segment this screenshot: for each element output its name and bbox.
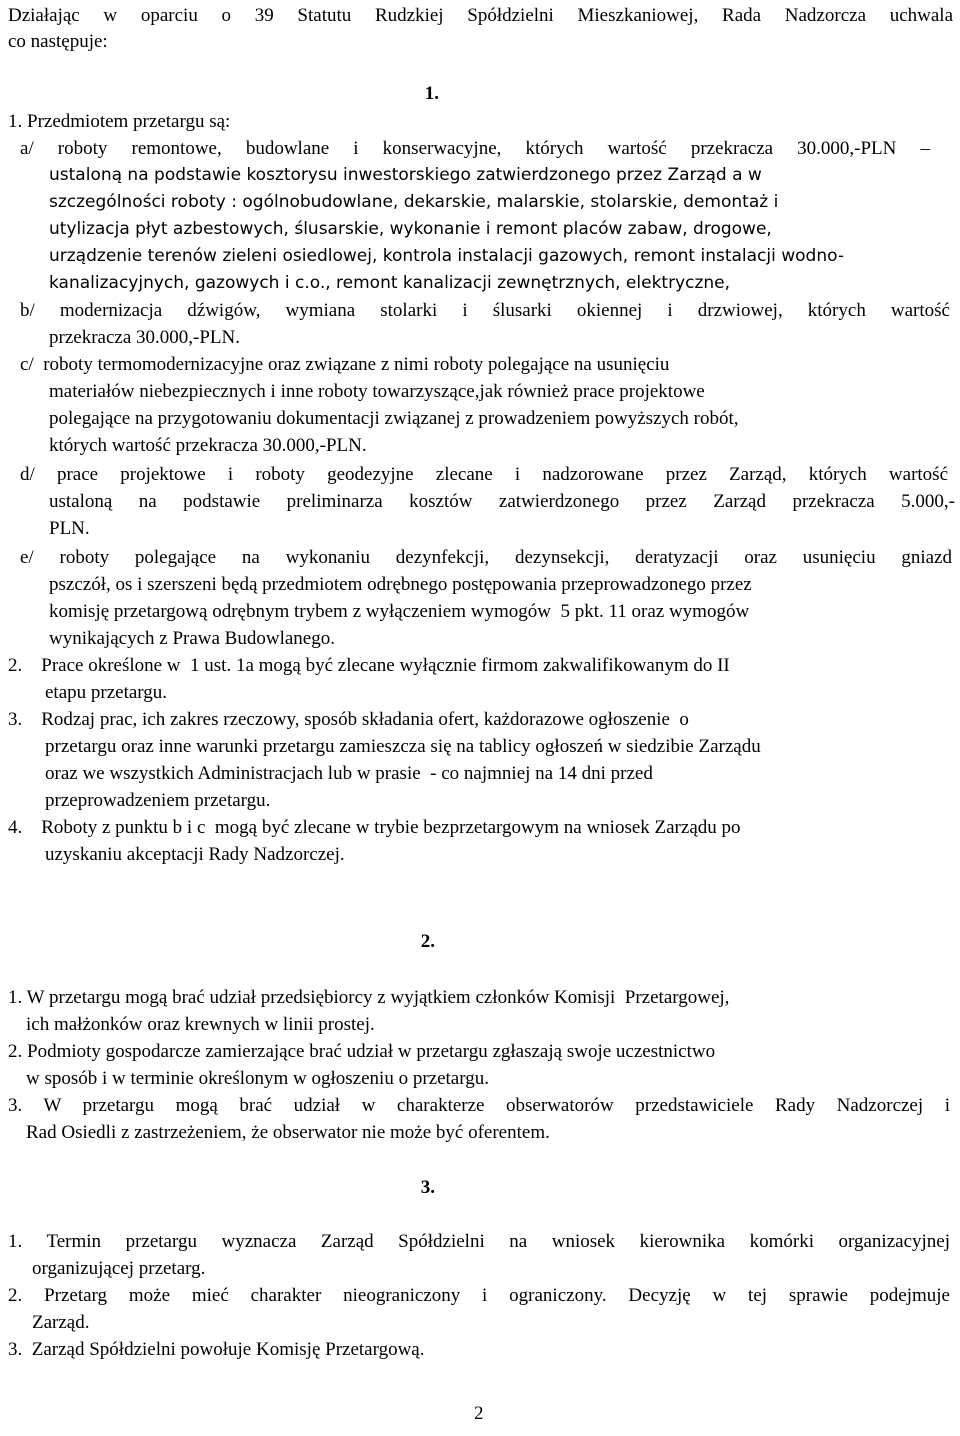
item-c-line: materiałów niebezpiecznych i inne roboty towarzyszące,jak również prace projektowe bbox=[49, 381, 705, 402]
item-a-line: utylizacja płyt azbestowych, ślusarskie, wykonanie i remont placów zabaw, drogowe, bbox=[49, 219, 772, 239]
item-a-line: szczególności roboty : ogólnobudowlane, dekarskie, malarskie, stolarskie, demontaż i bbox=[49, 192, 779, 212]
item-a-line: urządzenie terenów zieleni osiedlowej, kontrola instalacji gazowych, remont instalacji wodno- bbox=[49, 246, 844, 266]
paragraph-line: 2. Przetarg może mieć charakter nieograniczony i ograniczony. Decyzję w tej sprawie podejmuje bbox=[8, 1285, 950, 1306]
item-d-line: PLN. bbox=[49, 518, 90, 539]
item-c-line: c/ roboty termomodernizacyjne oraz związane z nimi roboty polegające na usunięciu bbox=[20, 354, 670, 375]
section-heading-2: 2. bbox=[416, 931, 435, 952]
section-heading-3: 3. bbox=[416, 1177, 435, 1198]
paragraph-line: przeprowadzeniem przetargu. bbox=[45, 790, 271, 811]
paragraph-line: 2. Podmioty gospodarcze zamierzające brać udział w przetargu zgłaszają swoje uczestnictwo bbox=[8, 1041, 716, 1062]
item-e-line: wynikających z Prawa Budowlanego. bbox=[49, 628, 335, 649]
paragraph-line: Zarząd. bbox=[32, 1312, 90, 1333]
paragraph-line: 1. Termin przetargu wyznacza Zarząd Spółdzielni na wniosek kierownika komórki organizacyjnej bbox=[8, 1231, 950, 1252]
item-e-line: komisję przetargową odrębnym trybem z wyłączeniem wymogów 5 pkt. 11 oraz wymogów bbox=[49, 601, 750, 622]
paragraph-line: 1. W przetargu mogą brać udział przedsiębiorcy z wyjątkiem członków Komisji Przetargowej, bbox=[8, 987, 730, 1008]
paragraph-line: Rad Osiedli z zastrzeżeniem, że obserwator nie może być oferentem. bbox=[26, 1122, 550, 1143]
paragraph-line: 3. Zarząd Spółdzielni powołuje Komisję Przetargową. bbox=[8, 1339, 425, 1360]
item-c-line: polegające na przygotowaniu dokumentacji związanej z prowadzeniem powyższych robót, bbox=[49, 408, 739, 429]
paragraph-line: 3. W przetargu mogą brać udział w charakterze obserwatorów przedstawiciele Rady Nadzorczej i bbox=[8, 1095, 950, 1116]
item-a-line: a/ roboty remontowe, budowlane i konserwacyjne, których wartość przekracza 30.000,-PLN – bbox=[20, 138, 930, 159]
paragraph-line: przetargu oraz inne warunki przetargu zamieszcza się na tablicy ogłoszeń w siedzibie Zarządu bbox=[45, 736, 761, 757]
paragraph-line: organizującej przetarg. bbox=[32, 1258, 206, 1279]
item-a-line: kanalizacyjnych, gazowych i c.o., remont kanalizacji zewnętrznych, elektryczne, bbox=[49, 273, 731, 293]
paragraph-line: etapu przetargu. bbox=[45, 682, 168, 703]
paragraph-line: uzyskaniu akceptacji Rady Nadzorczej. bbox=[45, 844, 345, 865]
item-d-line: ustaloną na podstawie preliminarza kosztów zatwierdzonego przez Zarząd przekracza 5.000,- bbox=[49, 491, 955, 512]
intro-line: Działając w oparciu o 39 Statutu Rudzkiej Spółdzielni Mieszkaniowej, Rada Nadzorcza uchwala bbox=[8, 5, 953, 26]
intro-line: co następuje: bbox=[8, 31, 108, 52]
item-e-line: pszczół, os i szerszeni będą przedmiotem odrębnego postępowania przeprowadzonego przez bbox=[49, 574, 752, 595]
item-c-line: których wartość przekracza 30.000,-PLN. bbox=[49, 435, 367, 456]
page-number: 2 bbox=[474, 1403, 484, 1424]
item-a-line: ustaloną na podstawie kosztorysu inwestorskiego zatwierdzonego przez Zarząd a w bbox=[49, 165, 762, 185]
paragraph-line: 4. Roboty z punktu b i c mogą być zlecane w trybie bezprzetargowym na wniosek Zarządu po bbox=[8, 817, 741, 838]
item-d-line: d/ prace projektowe i roboty geodezyjne zlecane i nadzorowane przez Zarząd, których wartość bbox=[20, 464, 948, 485]
paragraph-line: w sposób i w terminie określonym w ogłoszeniu o przetargu. bbox=[26, 1068, 489, 1089]
section-heading-1: 1. bbox=[420, 83, 439, 104]
item-e-line: e/ roboty polegające na wykonaniu dezynfekcji, dezynsekcji, deratyzacji oraz usunięciu gniazd bbox=[20, 547, 952, 568]
paragraph-line: oraz we wszystkich Administracjach lub w prasie - co najmniej na 14 dni przed bbox=[45, 763, 653, 784]
paragraph-line: 1. Przedmiotem przetargu są: bbox=[8, 111, 231, 132]
item-b-line: b/ modernizacja dźwigów, wymiana stolarki i ślusarki okiennej i drzwiowej, których wartość bbox=[20, 300, 950, 321]
paragraph-line: ich małżonków oraz krewnych w linii prostej. bbox=[26, 1014, 375, 1035]
item-b-line: przekracza 30.000,-PLN. bbox=[49, 327, 240, 348]
paragraph-line: 3. Rodzaj prac, ich zakres rzeczowy, sposób składania ofert, każdorazowe ogłoszenie o bbox=[8, 709, 689, 730]
paragraph-line: 2. Prace określone w 1 ust. 1a mogą być zlecane wyłącznie firmom zakwalifikowanym do II bbox=[8, 655, 730, 676]
